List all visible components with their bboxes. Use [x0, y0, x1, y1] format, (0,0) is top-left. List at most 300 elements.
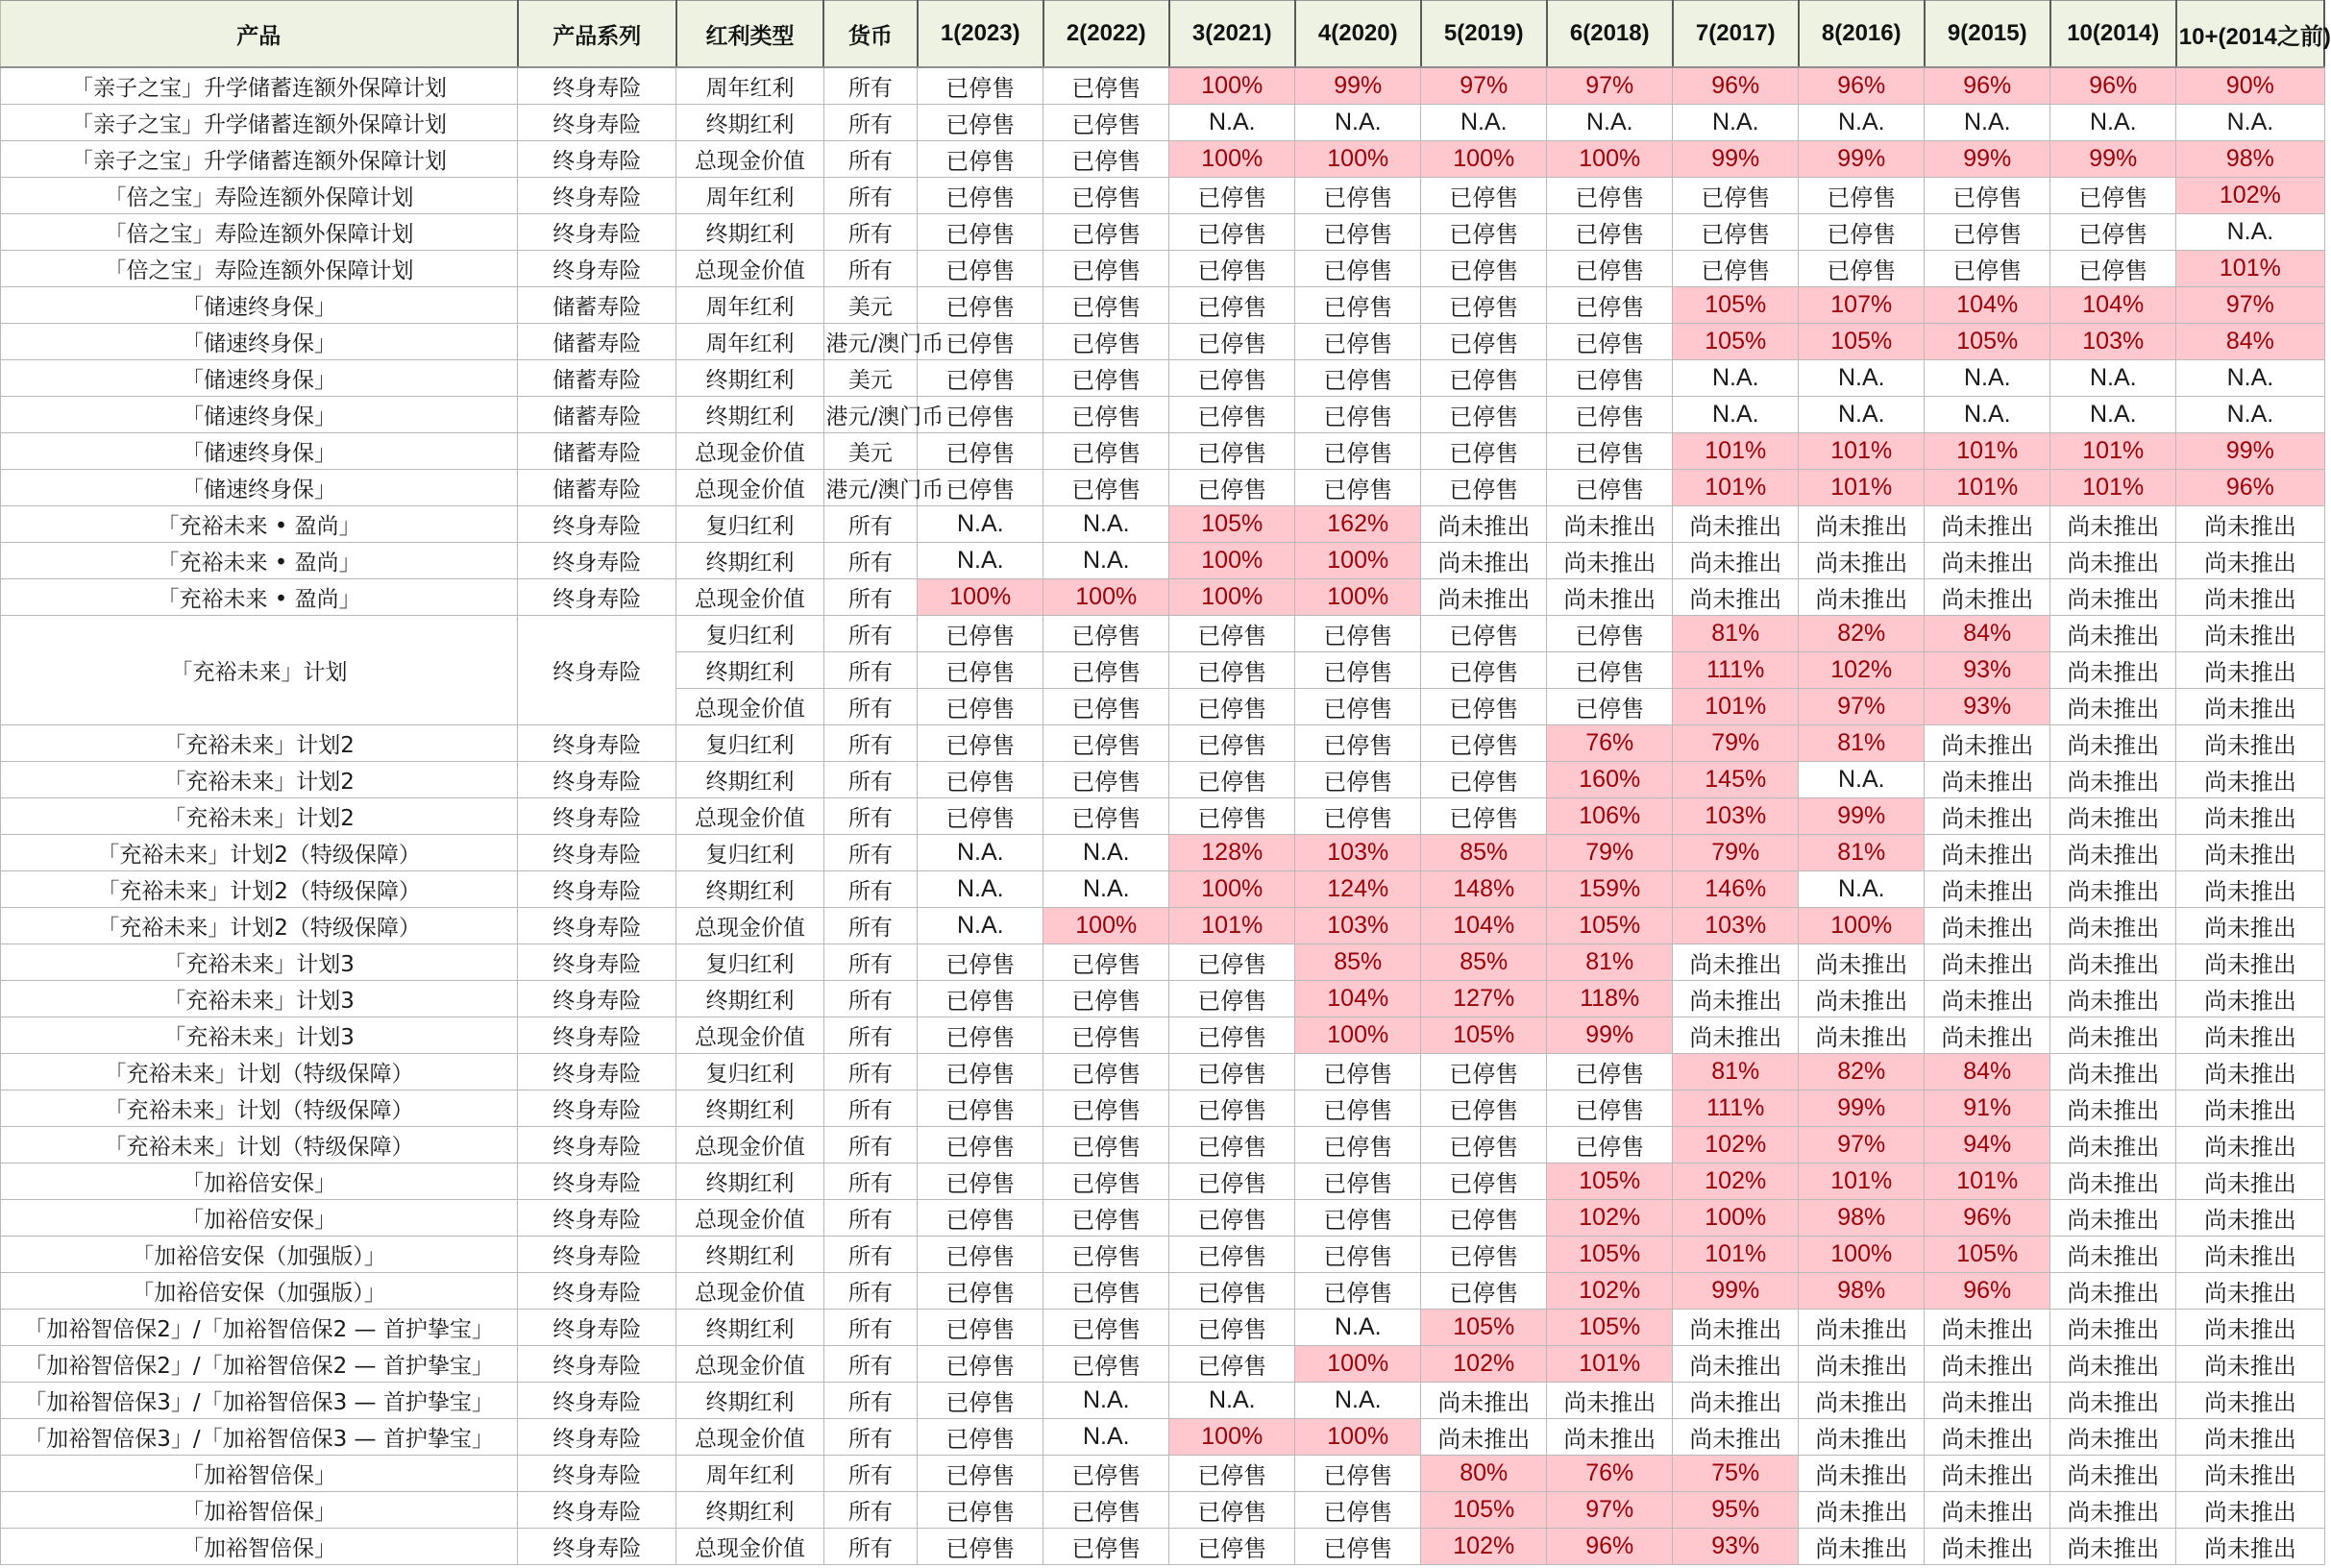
cell-value[interactable]: 尚未推出	[2176, 1492, 2324, 1529]
cell-value[interactable]: 100%	[1169, 141, 1295, 178]
cell-currency[interactable]	[823, 397, 945, 433]
cell-value[interactable]: 已停售	[918, 762, 1043, 798]
cell-value[interactable]: 已停售	[1421, 616, 1547, 652]
cell-value[interactable]: 已停售	[1169, 214, 1295, 251]
cell-value[interactable]: 100%	[1043, 579, 1169, 616]
cell-value[interactable]: 102%	[1673, 1164, 1799, 1200]
column-header-year-9[interactable]: 9(2015)	[1925, 1, 2050, 68]
cell-value[interactable]: N.A.	[1295, 1310, 1421, 1346]
cell-value[interactable]: 已停售	[1421, 397, 1547, 433]
cell-value[interactable]: 101%	[2050, 470, 2176, 506]
cell-value[interactable]: 已停售	[918, 1054, 1043, 1090]
cell-dividend-type[interactable]: 终期红利	[676, 1237, 823, 1273]
cell-value[interactable]: 尚未推出	[2176, 762, 2324, 798]
cell-currency[interactable]	[823, 470, 945, 506]
cell-dividend-type[interactable]: 终期红利	[676, 397, 823, 433]
cell-dividend-type[interactable]: 总现金价值	[676, 1127, 823, 1164]
cell-value[interactable]: 101%	[2050, 433, 2176, 470]
cell-series[interactable]: 终身寿险	[518, 141, 676, 178]
cell-value[interactable]: 尚未推出	[1673, 543, 1799, 579]
cell-series[interactable]: 储蓄寿险	[518, 433, 676, 470]
cell-value[interactable]: 已停售	[1043, 1273, 1169, 1310]
cell-dividend-type[interactable]: 总现金价值	[676, 1273, 823, 1310]
cell-value[interactable]: 已停售	[1421, 287, 1547, 324]
cell-value[interactable]: 已停售	[1295, 1200, 1421, 1237]
cell-dividend-type[interactable]: 总现金价值	[676, 1346, 823, 1383]
cell-value[interactable]: N.A.	[1043, 1419, 1169, 1456]
cell-value[interactable]: 102%	[1421, 1346, 1547, 1383]
cell-value[interactable]: 尚未推出	[2050, 1529, 2176, 1565]
cell-currency[interactable]: 所有	[823, 1127, 918, 1164]
cell-value[interactable]: 102%	[1421, 1529, 1547, 1565]
cell-value[interactable]: 尚未推出	[1673, 1383, 1799, 1419]
cell-dividend-type[interactable]: 总现金价值	[676, 689, 823, 725]
cell-dividend-type[interactable]: 复归红利	[676, 1054, 823, 1090]
cell-value[interactable]: 已停售	[918, 360, 1043, 397]
cell-value[interactable]: 已停售	[1547, 470, 1673, 506]
cell-product[interactable]: 「充裕未来」计划2（特级保障）	[1, 835, 518, 871]
cell-dividend-type[interactable]: 周年红利	[676, 178, 823, 214]
cell-series[interactable]: 终身寿险	[518, 798, 676, 835]
cell-series[interactable]: 终身寿险	[518, 871, 676, 908]
cell-value[interactable]: 已停售	[1043, 214, 1169, 251]
cell-value[interactable]: 105%	[1421, 1017, 1547, 1054]
cell-value[interactable]: 已停售	[1295, 1127, 1421, 1164]
cell-product[interactable]: 「加裕倍安保（加强版）」	[1, 1237, 518, 1273]
cell-product[interactable]: 「充裕未来」计划（特级保障）	[1, 1054, 518, 1090]
cell-value[interactable]: 93%	[1925, 689, 2050, 725]
cell-product[interactable]: 「亲子之宝」升学储蓄连额外保障计划	[1, 141, 518, 178]
cell-value[interactable]: 尚未推出	[2050, 1346, 2176, 1383]
cell-value[interactable]: 99%	[1925, 141, 2050, 178]
cell-value[interactable]: 已停售	[1421, 178, 1547, 214]
cell-value[interactable]: 已停售	[1547, 1054, 1673, 1090]
cell-series[interactable]: 终身寿险	[518, 1492, 676, 1529]
cell-value[interactable]: 已停售	[918, 1164, 1043, 1200]
cell-product[interactable]: 「充裕未来」计划3	[1, 981, 518, 1017]
cell-value[interactable]: 尚未推出	[1925, 1017, 2050, 1054]
cell-currency[interactable]: 所有	[823, 141, 918, 178]
cell-value[interactable]: 已停售	[1295, 214, 1421, 251]
cell-currency[interactable]: 所有	[823, 1017, 918, 1054]
cell-value[interactable]: 105%	[1547, 1237, 1673, 1273]
cell-value[interactable]: 尚未推出	[1673, 579, 1799, 616]
cell-product[interactable]: 「加裕倍安保」	[1, 1200, 518, 1237]
cell-value[interactable]: 106%	[1547, 798, 1673, 835]
cell-dividend-type[interactable]: 总现金价值	[676, 1529, 823, 1565]
cell-currency[interactable]: 所有	[823, 835, 918, 871]
cell-value[interactable]: N.A.	[918, 908, 1043, 944]
cell-value[interactable]: 97%	[1421, 67, 1547, 105]
cell-value[interactable]: 已停售	[1295, 287, 1421, 324]
cell-value[interactable]: 已停售	[1169, 616, 1295, 652]
cell-value[interactable]: N.A.	[1043, 835, 1169, 871]
cell-value[interactable]: 尚未推出	[1547, 579, 1673, 616]
cell-currency[interactable]: 所有	[823, 1529, 918, 1565]
cell-value[interactable]: 已停售	[918, 433, 1043, 470]
cell-product[interactable]: 「充裕未来」计划2	[1, 725, 518, 762]
cell-value[interactable]: N.A.	[1673, 105, 1799, 141]
cell-value[interactable]: 已停售	[918, 105, 1043, 141]
cell-value[interactable]: 已停售	[1295, 1529, 1421, 1565]
cell-product[interactable]: 「充裕未来」计划2（特级保障）	[1, 908, 518, 944]
cell-value[interactable]: 已停售	[1043, 1017, 1169, 1054]
cell-dividend-type[interactable]: 终期红利	[676, 214, 823, 251]
cell-dividend-type[interactable]: 终期红利	[676, 105, 823, 141]
cell-value[interactable]: 已停售	[1673, 178, 1799, 214]
cell-value[interactable]: 已停售	[1295, 178, 1421, 214]
cell-value[interactable]: 已停售	[1295, 616, 1421, 652]
cell-value[interactable]: N.A.	[1799, 762, 1925, 798]
cell-value[interactable]: 已停售	[1043, 397, 1169, 433]
cell-series[interactable]: 终身寿险	[518, 1200, 676, 1237]
cell-value[interactable]: 已停售	[918, 1090, 1043, 1127]
cell-value[interactable]: 尚未推出	[2176, 1237, 2324, 1273]
cell-series[interactable]: 储蓄寿险	[518, 470, 676, 506]
cell-dividend-type[interactable]: 终期红利	[676, 1164, 823, 1200]
cell-value[interactable]: 尚未推出	[2050, 652, 2176, 689]
cell-product[interactable]: 「充裕未来」计划3	[1, 1017, 518, 1054]
cell-currency[interactable]: 所有	[823, 1237, 918, 1273]
cell-value[interactable]: 已停售	[1295, 1237, 1421, 1273]
cell-value[interactable]: 已停售	[918, 1273, 1043, 1310]
cell-value[interactable]: 160%	[1547, 762, 1673, 798]
cell-value[interactable]: 尚未推出	[1925, 1456, 2050, 1492]
cell-value[interactable]: 已停售	[918, 1529, 1043, 1565]
cell-series[interactable]: 终身寿险	[518, 835, 676, 871]
cell-value[interactable]: 尚未推出	[1925, 579, 2050, 616]
cell-value[interactable]: 尚未推出	[2176, 1127, 2324, 1164]
cell-series[interactable]: 终身寿险	[518, 1419, 676, 1456]
cell-value[interactable]: 98%	[1799, 1273, 1925, 1310]
cell-product[interactable]: 「加裕智倍保」	[1, 1492, 518, 1529]
cell-value[interactable]: 101%	[1673, 1237, 1799, 1273]
cell-value[interactable]: 已停售	[1421, 1164, 1547, 1200]
cell-value[interactable]: 已停售	[1043, 178, 1169, 214]
cell-value[interactable]: 尚未推出	[1673, 1419, 1799, 1456]
cell-value[interactable]: 99%	[1673, 1273, 1799, 1310]
cell-value[interactable]: 已停售	[1295, 689, 1421, 725]
cell-currency[interactable]: 所有	[823, 178, 918, 214]
cell-product[interactable]: 「倍之宝」寿险连额外保障计划	[1, 251, 518, 287]
cell-value[interactable]: 99%	[2050, 141, 2176, 178]
cell-value[interactable]: 已停售	[918, 178, 1043, 214]
cell-series[interactable]: 终身寿险	[518, 1054, 676, 1090]
cell-value[interactable]: 100%	[1295, 543, 1421, 579]
cell-value[interactable]: 尚未推出	[2050, 506, 2176, 543]
cell-currency[interactable]: 所有	[823, 871, 918, 908]
cell-value[interactable]: 尚未推出	[1547, 1419, 1673, 1456]
cell-value[interactable]: 已停售	[1043, 287, 1169, 324]
cell-value[interactable]: 100%	[1043, 908, 1169, 944]
cell-value[interactable]: 已停售	[1547, 1127, 1673, 1164]
cell-value[interactable]: 尚未推出	[2050, 579, 2176, 616]
cell-value[interactable]: 尚未推出	[1547, 543, 1673, 579]
cell-value[interactable]: 已停售	[1169, 762, 1295, 798]
cell-value[interactable]: 85%	[1421, 944, 1547, 981]
cell-value[interactable]: 已停售	[1169, 1200, 1295, 1237]
cell-value[interactable]: 105%	[1169, 506, 1295, 543]
cell-value[interactable]: N.A.	[2176, 105, 2324, 141]
cell-value[interactable]: 101%	[1925, 1164, 2050, 1200]
cell-value[interactable]: 已停售	[1043, 324, 1169, 360]
cell-value[interactable]: 已停售	[1169, 798, 1295, 835]
cell-value[interactable]: 111%	[1673, 1090, 1799, 1127]
cell-value[interactable]: 尚未推出	[1925, 1529, 2050, 1565]
cell-value[interactable]: 尚未推出	[1799, 1492, 1925, 1529]
cell-dividend-type[interactable]: 周年红利	[676, 287, 823, 324]
cell-value[interactable]: 尚未推出	[1925, 981, 2050, 1017]
cell-dividend-type[interactable]: 总现金价值	[676, 470, 823, 506]
cell-value[interactable]: 已停售	[918, 981, 1043, 1017]
cell-series[interactable]: 终身寿险	[518, 1346, 676, 1383]
cell-product[interactable]: 「充裕未来」计划2（特级保障）	[1, 871, 518, 908]
cell-value[interactable]: 已停售	[1043, 1529, 1169, 1565]
cell-value[interactable]: 101%	[1673, 470, 1799, 506]
cell-value[interactable]: 102%	[1673, 1127, 1799, 1164]
cell-dividend-type[interactable]: 终期红利	[676, 1310, 823, 1346]
column-header-year-8[interactable]: 8(2016)	[1799, 1, 1925, 68]
cell-value[interactable]: 尚未推出	[1673, 1346, 1799, 1383]
cell-series[interactable]: 终身寿险	[518, 543, 676, 579]
cell-value[interactable]: 已停售	[1043, 689, 1169, 725]
cell-product[interactable]: 「亲子之宝」升学储蓄连额外保障计划	[1, 105, 518, 141]
cell-value[interactable]: 尚未推出	[1673, 1017, 1799, 1054]
cell-product[interactable]: 「加裕智倍保3」/「加裕智倍保3 — 首护挚宝」	[1, 1383, 518, 1419]
cell-value[interactable]: 尚未推出	[1925, 798, 2050, 835]
cell-value[interactable]: 105%	[1925, 1237, 2050, 1273]
cell-value[interactable]: N.A.	[918, 543, 1043, 579]
cell-value[interactable]: 尚未推出	[2176, 1383, 2324, 1419]
cell-value[interactable]: 尚未推出	[2176, 798, 2324, 835]
cell-value[interactable]: 尚未推出	[2050, 1383, 2176, 1419]
cell-value[interactable]: 已停售	[918, 324, 1043, 360]
cell-series[interactable]: 终身寿险	[518, 506, 676, 543]
cell-dividend-type[interactable]: 终期红利	[676, 360, 823, 397]
cell-value[interactable]: 99%	[1799, 141, 1925, 178]
cell-value[interactable]: 82%	[1799, 616, 1925, 652]
cell-currency[interactable]: 所有	[823, 1273, 918, 1310]
cell-value[interactable]: N.A.	[918, 871, 1043, 908]
cell-series[interactable]: 终身寿险	[518, 944, 676, 981]
cell-dividend-type[interactable]: 总现金价值	[676, 1419, 823, 1456]
cell-value[interactable]: 已停售	[1043, 67, 1169, 105]
cell-value[interactable]: 尚未推出	[2050, 1419, 2176, 1456]
cell-value[interactable]: 尚未推出	[1799, 1310, 1925, 1346]
cell-value[interactable]: 81%	[1673, 1054, 1799, 1090]
cell-value[interactable]: 105%	[1673, 287, 1799, 324]
cell-value[interactable]: 尚未推出	[2050, 981, 2176, 1017]
cell-value[interactable]: 尚未推出	[1799, 981, 1925, 1017]
cell-value[interactable]: 已停售	[1169, 1237, 1295, 1273]
cell-value[interactable]: 已停售	[1421, 689, 1547, 725]
cell-product[interactable]: 「储速终身保」	[1, 433, 518, 470]
cell-value[interactable]: 103%	[1295, 835, 1421, 871]
cell-dividend-type[interactable]: 终期红利	[676, 1090, 823, 1127]
cell-value[interactable]: 97%	[2176, 287, 2324, 324]
cell-value[interactable]: 尚未推出	[2050, 1273, 2176, 1310]
cell-value[interactable]: 146%	[1673, 871, 1799, 908]
cell-value[interactable]: 已停售	[1547, 360, 1673, 397]
cell-series[interactable]: 储蓄寿险	[518, 324, 676, 360]
cell-value[interactable]: 尚未推出	[1547, 506, 1673, 543]
cell-dividend-type[interactable]: 周年红利	[676, 324, 823, 360]
cell-value[interactable]: 104%	[1295, 981, 1421, 1017]
cell-value[interactable]: 已停售	[1547, 178, 1673, 214]
cell-value[interactable]: 111%	[1673, 652, 1799, 689]
cell-value[interactable]: 尚未推出	[2050, 1164, 2176, 1200]
cell-value[interactable]: 99%	[1547, 1017, 1673, 1054]
cell-value[interactable]: N.A.	[1799, 871, 1925, 908]
cell-value[interactable]: 已停售	[918, 1310, 1043, 1346]
cell-value[interactable]: 尚未推出	[1925, 506, 2050, 543]
cell-value[interactable]: N.A.	[1043, 543, 1169, 579]
cell-value[interactable]: 已停售	[1673, 251, 1799, 287]
cell-value[interactable]: 已停售	[1295, 433, 1421, 470]
cell-value[interactable]: 尚未推出	[1673, 944, 1799, 981]
cell-value[interactable]: 124%	[1295, 871, 1421, 908]
cell-value[interactable]: 尚未推出	[2176, 981, 2324, 1017]
cell-series[interactable]: 终身寿险	[518, 1017, 676, 1054]
cell-value[interactable]: 尚未推出	[1799, 506, 1925, 543]
cell-value[interactable]: 尚未推出	[2176, 616, 2324, 652]
cell-product[interactable]: 「充裕未来 • 盈尚」	[1, 506, 518, 543]
cell-product[interactable]: 「加裕智倍保3」/「加裕智倍保3 — 首护挚宝」	[1, 1419, 518, 1456]
cell-value[interactable]: 99%	[2176, 433, 2324, 470]
cell-dividend-type[interactable]: 终期红利	[676, 762, 823, 798]
cell-value[interactable]: 已停售	[1043, 1164, 1169, 1200]
cell-currency[interactable]: 所有	[823, 944, 918, 981]
cell-value[interactable]: 已停售	[1169, 725, 1295, 762]
cell-value[interactable]: 已停售	[1421, 1237, 1547, 1273]
cell-value[interactable]: 已停售	[1421, 1200, 1547, 1237]
cell-value[interactable]: 79%	[1547, 835, 1673, 871]
cell-value[interactable]: 93%	[1673, 1529, 1799, 1565]
cell-value[interactable]: 100%	[1547, 141, 1673, 178]
cell-value[interactable]: 100%	[1421, 141, 1547, 178]
cell-value[interactable]: 尚未推出	[1925, 1310, 2050, 1346]
cell-value[interactable]: 已停售	[1421, 1054, 1547, 1090]
cell-value[interactable]: 尚未推出	[1799, 1419, 1925, 1456]
cell-value[interactable]: 已停售	[918, 1200, 1043, 1237]
cell-value[interactable]: 已停售	[1547, 652, 1673, 689]
cell-value[interactable]: 已停售	[1421, 360, 1547, 397]
cell-currency[interactable]: 美元	[823, 360, 918, 397]
cell-value[interactable]: 尚未推出	[1925, 871, 2050, 908]
cell-value[interactable]: 已停售	[2050, 214, 2176, 251]
cell-value[interactable]: 尚未推出	[2050, 1310, 2176, 1346]
column-header-year-7[interactable]: 7(2017)	[1673, 1, 1799, 68]
cell-value[interactable]: 79%	[1673, 835, 1799, 871]
column-header-year-1[interactable]: 1(2023)	[918, 1, 1043, 68]
cell-value[interactable]: 101%	[1799, 470, 1925, 506]
cell-value[interactable]: 已停售	[1043, 1127, 1169, 1164]
cell-value[interactable]: 已停售	[918, 1383, 1043, 1419]
cell-value[interactable]: N.A.	[1043, 871, 1169, 908]
cell-value[interactable]: 尚未推出	[2176, 579, 2324, 616]
cell-value[interactable]: 162%	[1295, 506, 1421, 543]
cell-value[interactable]: 尚未推出	[1925, 1346, 2050, 1383]
cell-value[interactable]: 101%	[1925, 470, 2050, 506]
column-header-year-10-plus[interactable]: 10+(2014之前)	[2176, 1, 2324, 68]
cell-value[interactable]: 107%	[1799, 287, 1925, 324]
cell-value[interactable]: 已停售	[1043, 762, 1169, 798]
cell-series[interactable]: 终身寿险	[518, 1090, 676, 1127]
cell-value[interactable]: 84%	[1925, 1054, 2050, 1090]
cell-value[interactable]: 103%	[1295, 908, 1421, 944]
cell-value[interactable]: 尚未推出	[2176, 1456, 2324, 1492]
cell-value[interactable]: 102%	[1799, 652, 1925, 689]
column-header-series[interactable]: 产品系列	[518, 1, 676, 68]
cell-value[interactable]: N.A.	[1421, 105, 1547, 141]
cell-value[interactable]: 100%	[1295, 579, 1421, 616]
cell-value[interactable]: 尚未推出	[2050, 871, 2176, 908]
cell-value[interactable]: 96%	[1925, 1200, 2050, 1237]
cell-currency[interactable]: 美元	[823, 287, 918, 324]
cell-value[interactable]: 已停售	[1169, 470, 1295, 506]
cell-value[interactable]: N.A.	[1673, 397, 1799, 433]
cell-value[interactable]: N.A.	[1295, 1383, 1421, 1419]
cell-value[interactable]: 尚未推出	[2050, 1492, 2176, 1529]
cell-value[interactable]: 已停售	[1547, 324, 1673, 360]
cell-value[interactable]: 已停售	[1799, 251, 1925, 287]
cell-value[interactable]: 84%	[1925, 616, 2050, 652]
cell-currency[interactable]: 所有	[823, 652, 918, 689]
cell-value[interactable]: 尚未推出	[2176, 944, 2324, 981]
cell-series[interactable]: 终身寿险	[518, 1529, 676, 1565]
cell-value[interactable]: 100%	[1799, 1237, 1925, 1273]
cell-currency[interactable]: 所有	[823, 1346, 918, 1383]
cell-value[interactable]: 已停售	[1043, 652, 1169, 689]
cell-value[interactable]: 105%	[1421, 1310, 1547, 1346]
cell-value[interactable]: 已停售	[1169, 360, 1295, 397]
cell-value[interactable]: 已停售	[918, 397, 1043, 433]
cell-value[interactable]: 已停售	[918, 944, 1043, 981]
cell-value[interactable]: 101%	[2176, 251, 2324, 287]
cell-product[interactable]: 「储速终身保」	[1, 324, 518, 360]
cell-dividend-type[interactable]: 总现金价值	[676, 141, 823, 178]
cell-value[interactable]: 已停售	[1295, 470, 1421, 506]
cell-value[interactable]: 已停售	[1169, 287, 1295, 324]
cell-product[interactable]: 「亲子之宝」升学储蓄连额外保障计划	[1, 67, 518, 105]
cell-value[interactable]: 101%	[1547, 1346, 1673, 1383]
cell-value[interactable]: 已停售	[1043, 360, 1169, 397]
cell-value[interactable]: 已停售	[1295, 798, 1421, 835]
cell-value[interactable]: 99%	[1295, 67, 1421, 105]
cell-value[interactable]: 尚未推出	[2050, 689, 2176, 725]
cell-value[interactable]: 103%	[2050, 324, 2176, 360]
cell-value[interactable]: 100%	[1295, 1419, 1421, 1456]
cell-value[interactable]: 尚未推出	[2050, 908, 2176, 944]
cell-currency[interactable]: 所有	[823, 1419, 918, 1456]
cell-value[interactable]: 97%	[1547, 1492, 1673, 1529]
cell-series[interactable]: 终身寿险	[518, 579, 676, 616]
column-header-year-10[interactable]: 10(2014)	[2050, 1, 2176, 68]
cell-value[interactable]: 已停售	[1043, 433, 1169, 470]
cell-value[interactable]: 尚未推出	[1673, 506, 1799, 543]
cell-value[interactable]: 尚未推出	[1925, 543, 2050, 579]
cell-value[interactable]: 尚未推出	[2050, 616, 2176, 652]
cell-dividend-type[interactable]: 周年红利	[676, 67, 823, 105]
cell-value[interactable]: 148%	[1421, 871, 1547, 908]
cell-value[interactable]: 已停售	[2050, 251, 2176, 287]
cell-value[interactable]: 已停售	[1295, 1273, 1421, 1310]
cell-dividend-type[interactable]: 总现金价值	[676, 579, 823, 616]
cell-value[interactable]: 100%	[1169, 871, 1295, 908]
cell-value[interactable]: 已停售	[1169, 1090, 1295, 1127]
cell-value[interactable]: 已停售	[1169, 944, 1295, 981]
cell-currency[interactable]: 所有	[823, 1492, 918, 1529]
